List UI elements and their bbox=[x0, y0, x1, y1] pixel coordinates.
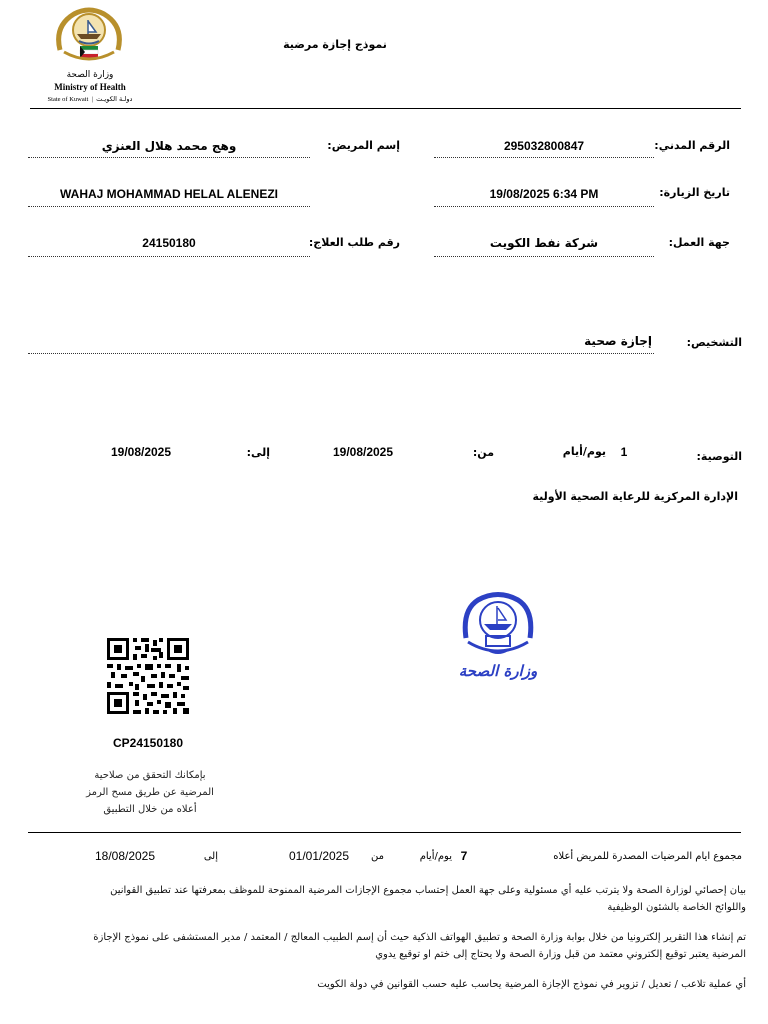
recommendation-from-label: من: bbox=[472, 446, 494, 459]
civil-id-label: الرقم المدني: bbox=[654, 139, 730, 152]
state-divider: | bbox=[89, 96, 95, 103]
employer-value: شركة نفط الكويت bbox=[489, 236, 599, 250]
civil-id-underline bbox=[434, 157, 654, 158]
qr-reference-code: CP24150180 bbox=[112, 736, 184, 750]
visit-date-underline bbox=[434, 206, 654, 207]
disclaimer-paragraph-3: أي عملية تلاعب / تعديل / تزوير في نموذج الإجازة المرضية يحاسب عليه حسب القوانين في دولة الكويت bbox=[317, 979, 746, 990]
diagnosis-value: إجازة صحية bbox=[584, 334, 652, 348]
employer-underline bbox=[434, 256, 654, 257]
totals-to-label: إلى bbox=[203, 851, 218, 862]
qr-note-line-3: أعلاه من خلال التطبيق bbox=[103, 804, 197, 815]
disclaimer-2-line-2: المرضية يعتبر توقيع إلكتروني معتمد من قبل وزارة الصحة ولا يحتاج إلى ختم او توقيع يدوي bbox=[375, 949, 746, 960]
disclaimer-2-line-1: تم إنشاء هذا التقرير إلكترونيا من خلال بوابة وزارة الصحة و تطبيق الهواتف الذكية حيث أن إسم الطبيب المعالج / المعتمد / مدير المستشفى على نموذج الإجازة bbox=[93, 932, 746, 943]
state-name-english: State of Kuwait bbox=[47, 96, 89, 103]
totals-to-date: 18/08/2025 bbox=[94, 849, 156, 863]
treatment-request-label: رقم طلب العلاج: bbox=[308, 236, 400, 249]
totals-from-label: من bbox=[371, 851, 384, 862]
footer-divider bbox=[28, 832, 741, 833]
disclaimer-1-line-2: واللوائح الخاصة بالشئون الوظيفية bbox=[607, 902, 746, 913]
totals-from-date: 01/01/2025 bbox=[288, 849, 350, 863]
patient-name-label: إسم المريض: bbox=[327, 139, 400, 152]
form-title: نموذج إجازة مرضية bbox=[283, 38, 387, 51]
patient-name-underline bbox=[28, 157, 310, 158]
employer-label: جهة العمل: bbox=[668, 236, 730, 249]
totals-days-unit: يوم/أيام bbox=[419, 851, 452, 862]
recommendation-days: 1 bbox=[620, 445, 628, 459]
ministry-stamp bbox=[448, 590, 548, 688]
recommendation-days-unit: يوم/أيام bbox=[562, 445, 606, 458]
ministry-emblem-logo bbox=[52, 6, 126, 68]
totals-label: مجموع ايام المرضيات المصدرة للمريض أعلاه bbox=[553, 851, 742, 862]
totals-days: 7 bbox=[460, 849, 468, 863]
visit-date-label: تاريخ الزيارة: bbox=[659, 186, 730, 199]
disclaimer-paragraph-1 bbox=[20, 882, 746, 916]
treatment-request-underline bbox=[28, 256, 310, 257]
recommendation-to-label: إلى: bbox=[246, 446, 270, 459]
qr-verification-note bbox=[60, 767, 240, 818]
header-divider bbox=[30, 108, 741, 109]
patient-name-arabic: وهج محمد هلال العنزي bbox=[101, 139, 237, 153]
patient-name-english-underline bbox=[28, 206, 310, 207]
stamp-text: وزارة الصحة bbox=[458, 662, 538, 680]
ministry-name-english: Ministry of Health bbox=[54, 82, 126, 92]
recommendation-label: التوصية: bbox=[696, 450, 742, 463]
visit-date-value: 19/08/2025 6:34 PM bbox=[489, 187, 599, 201]
department-name: الإدارة المركزية للرعاية الصحية الأولية bbox=[532, 490, 738, 503]
civil-id-value: 295032800847 bbox=[503, 139, 585, 153]
treatment-request-value: 24150180 bbox=[142, 236, 196, 250]
qr-code-image bbox=[107, 638, 189, 714]
diagnosis-label: التشخيص: bbox=[686, 336, 742, 349]
disclaimer-1-line-1: بيان إحصائي لوزارة الصحة ولا يترتب عليه أي مسئولية وعلى جهة العمل إحتساب مجموع الإجازات المرضية الممنوحة للموظف بمعرفتها عند تطبيق القوانين bbox=[110, 885, 746, 896]
disclaimer-paragraph-2 bbox=[20, 929, 746, 963]
state-name-arabic: دولـة الكويـت bbox=[96, 95, 133, 103]
qr-note-line-1: بإمكانك التحقق من صلاحية bbox=[94, 770, 206, 781]
recommendation-from-date: 19/08/2025 bbox=[332, 445, 394, 459]
diagnosis-underline bbox=[28, 353, 654, 354]
patient-name-english: WAHAJ MOHAMMAD HELAL ALENEZI bbox=[60, 187, 278, 201]
state-line bbox=[32, 95, 148, 103]
recommendation-to-date: 19/08/2025 bbox=[110, 445, 172, 459]
ministry-name-arabic: وزارة الصحة bbox=[66, 70, 114, 80]
qr-note-line-2: المرضية عن طريق مسح الرمز bbox=[86, 787, 214, 798]
